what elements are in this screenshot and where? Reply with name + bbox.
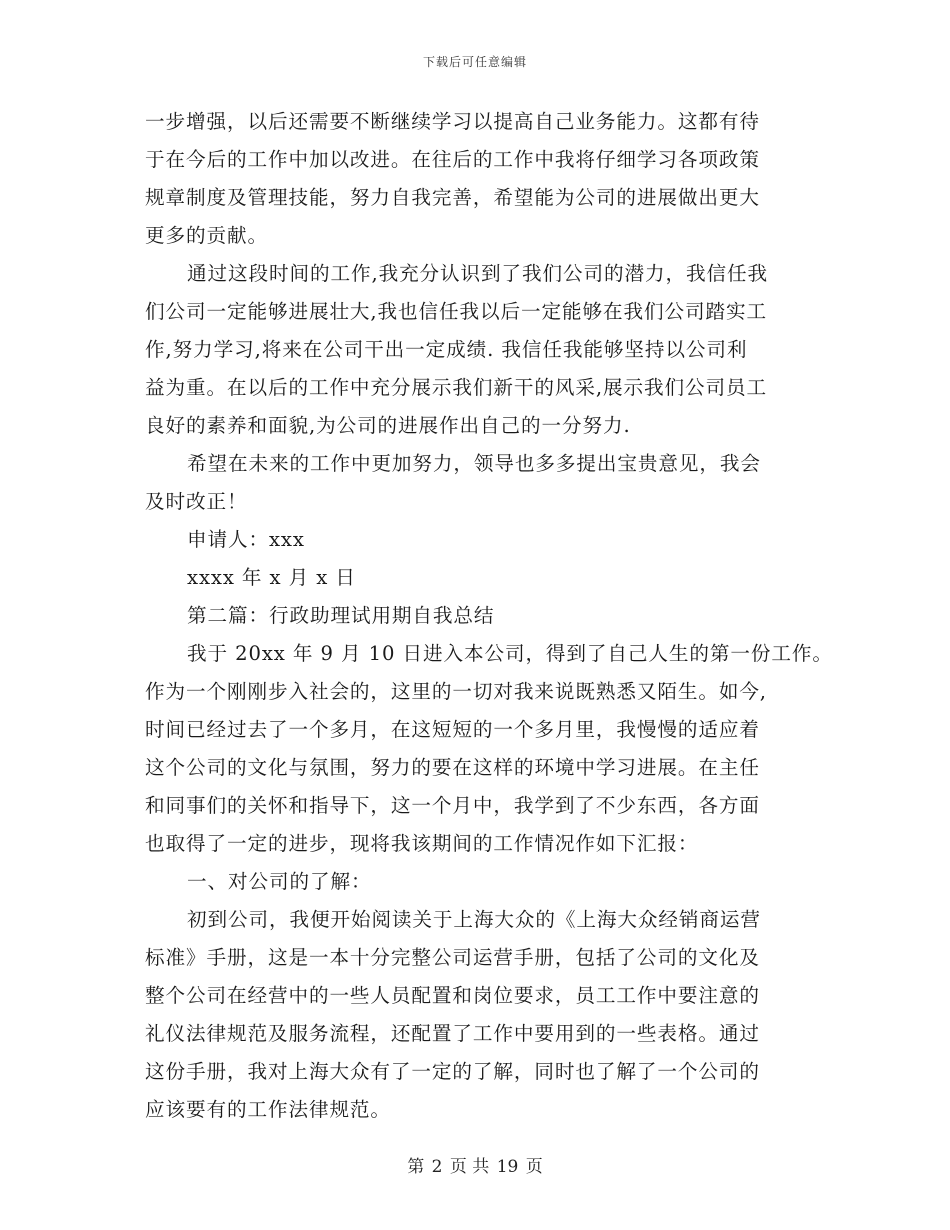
total-page-count: 19 [496, 1157, 519, 1177]
text-line: 作,努力学习,将来在公司干出一定成绩. 我信任我能够坚持以公司利 [145, 338, 748, 361]
text-line: 作为一个刚刚步入社会的，这里的一切对我来说既熟悉又陌生。如今, [145, 680, 767, 703]
text-line: 们公司一定能够进展壮大,我也信任我以后一定能够在我们公司踏实工 [145, 300, 767, 323]
text-line: 一步增强，以后还需要不断继续学习以提高自己业务能力。这都有待 [145, 110, 760, 133]
date-line: xxxx 年 x 月 x 日 [187, 566, 356, 589]
footer-prefix: 第 [407, 1157, 425, 1177]
page-footer [0, 1152, 950, 1177]
footer-suffix: 页 [525, 1157, 543, 1177]
text-line: 更多的贡献。 [145, 224, 268, 247]
text-line: 应该要有的工作法律规范。 [145, 1098, 391, 1121]
page-header: 下载后可任意编辑 [422, 55, 527, 69]
text-line: 良好的素养和面貌,为公司的进展作出自己的一分努力. [145, 414, 631, 437]
text-line: 和同事们的关怀和指导下，这一个月中，我学到了不少东西，各方面 [145, 794, 760, 817]
text-line: 这份手册，我对上海大众有了一定的了解，同时也了解了一个公司的 [145, 1060, 760, 1083]
current-page-number: 2 [431, 1157, 443, 1177]
text-line: 于在今后的工作中加以改进。在往后的工作中我将仔细学习各项政策 [145, 148, 760, 171]
paragraph-start-line: 通过这段时间的工作,我充分认识到了我们公司的潜力，我信任我 [187, 262, 768, 285]
paragraph-start-line: 初到公司，我便开始阅读关于上海大众的《上海大众经销商运营 [187, 908, 761, 931]
text-line: 益为重。在以后的工作中充分展示我们新干的风采,展示我们公司员工 [145, 376, 767, 399]
text-line: 时间已经过去了一个多月，在这短短的一个多月里，我慢慢的适应着 [145, 718, 760, 741]
paragraph-start-line: 希望在未来的工作中更加努力，领导也多多提出宝贵意见，我会 [187, 452, 761, 475]
text-line: 这个公司的文化与氛围，努力的要在这样的环境中学习进展。在主任 [145, 756, 760, 779]
applicant-line: 申请人：xxx [187, 528, 305, 551]
section-title: 第二篇：行政助理试用期自我总结 [187, 604, 495, 627]
footer-middle: 页 共 [449, 1157, 490, 1177]
text-line: 礼仪法律规范及服务流程，还配置了工作中要用到的一些表格。通过 [145, 1022, 760, 1045]
text-line: 也取得了一定的进步，现将我该期间的工作情况作如下汇报： [145, 832, 699, 855]
text-line: 及时改正！ [145, 490, 248, 513]
text-line: 标准》手册，这是一本十分完整公司运营手册，包括了公司的文化及 [145, 946, 760, 969]
text-line: 规章制度及管理技能，努力自我完善，希望能为公司的进展做出更大 [145, 186, 760, 209]
paragraph-start-line: 我于 20xx 年 9 月 10 日进入本公司，得到了自己人生的第一份工作。 [187, 642, 833, 665]
subsection-heading: 一、对公司的了解： [187, 870, 372, 893]
text-line: 整个公司在经营中的一些人员配置和岗位要求，员工工作中要注意的 [145, 984, 760, 1007]
